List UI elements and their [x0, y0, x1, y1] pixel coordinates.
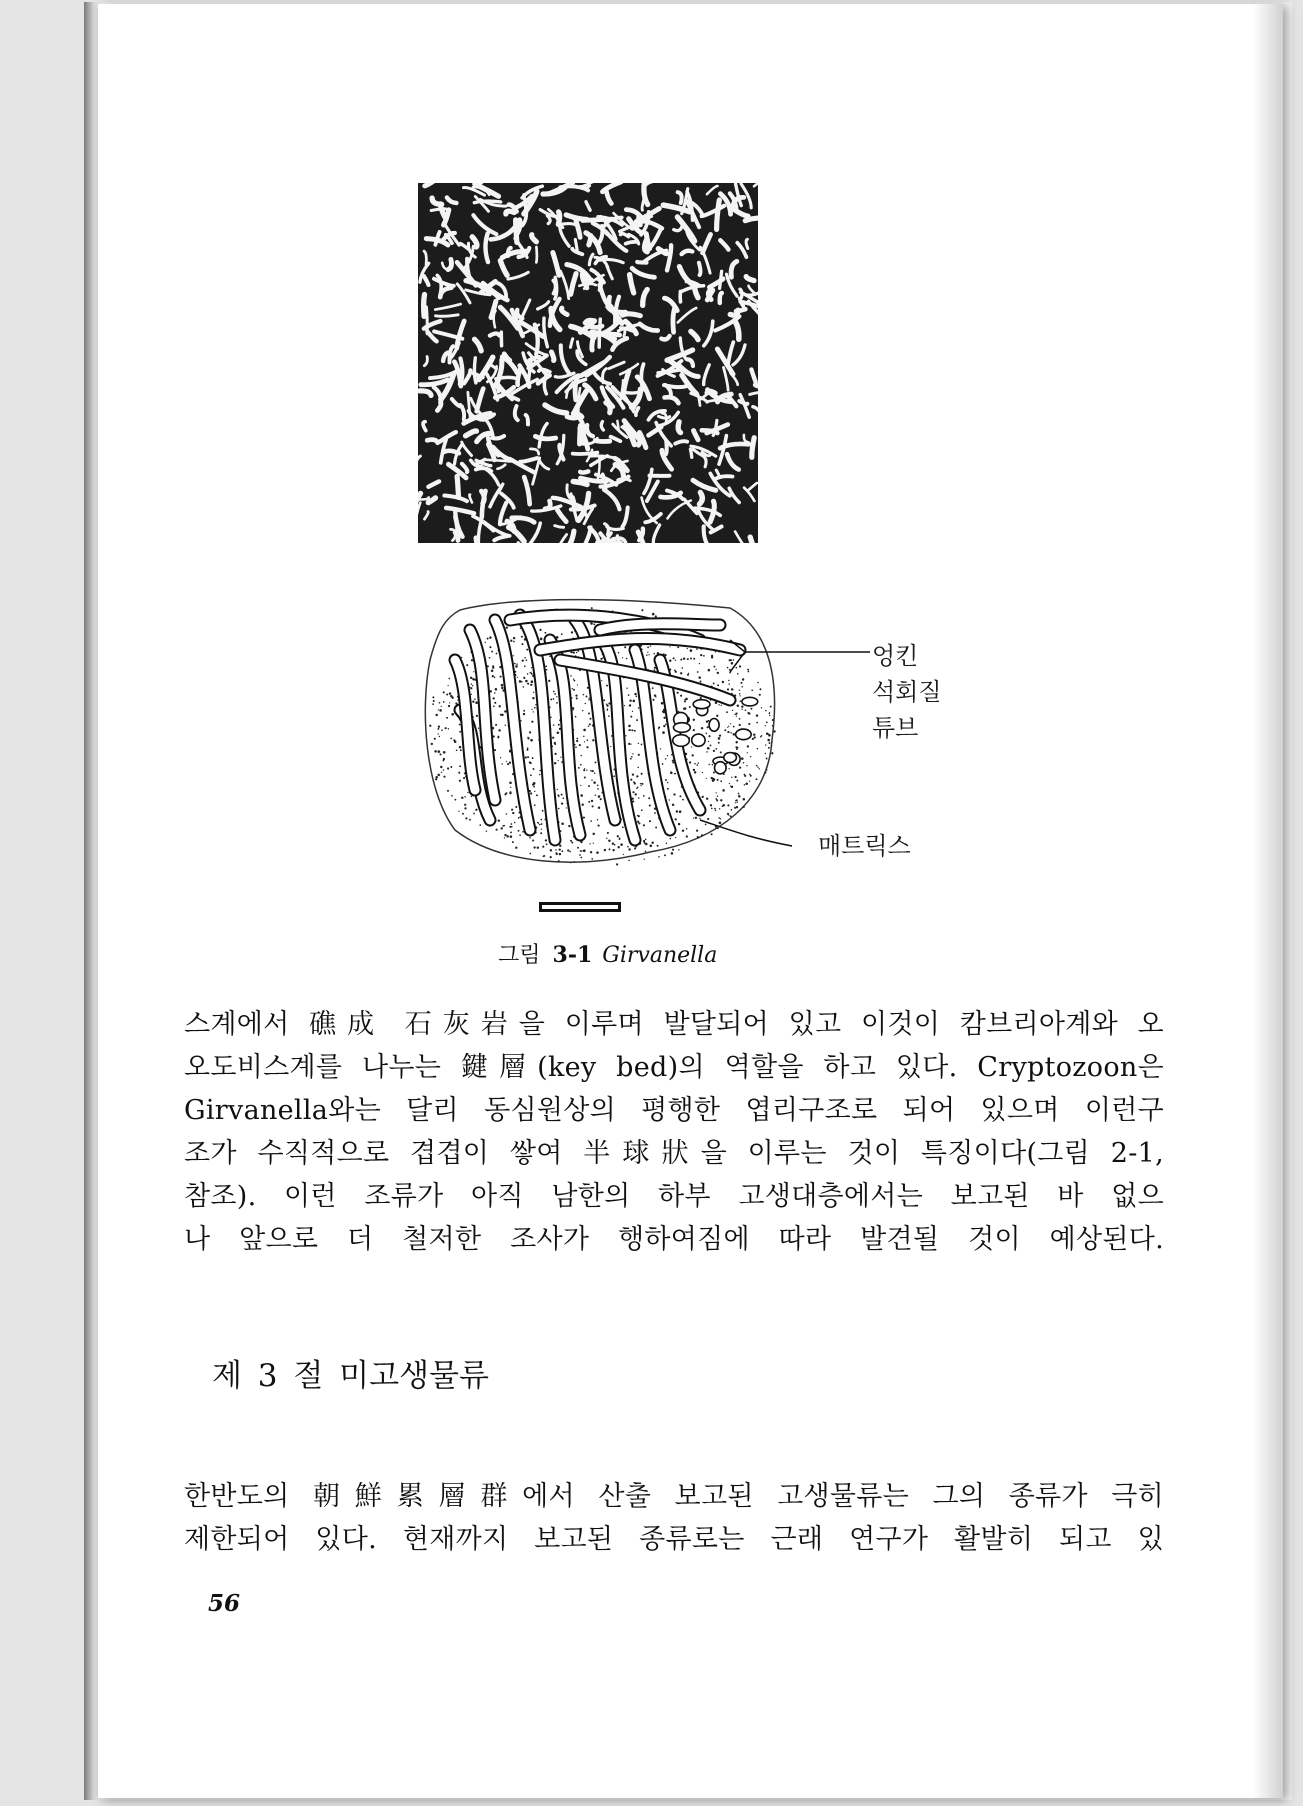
paragraph-line: 나 앞으로 더 철저한 조사가 행하여짐에 따라 발견될 것이 예상된다. [184, 1224, 1164, 1255]
paragraph-line: 조가 수직적으로 겹겹이 쌓여 半球狀을 이루는 것이 특징이다(그림 2-1, [184, 1138, 1164, 1169]
caption-number: 3-1 [552, 942, 593, 968]
paragraph-line: 한반도의 朝鮮累層群에서 산출 보고된 고생물류는 그의 종류가 극히 [184, 1481, 1164, 1512]
page-edge-shade [1253, 4, 1283, 1798]
figure-drawing [400, 590, 870, 890]
section-heading: 제 3 절 미고생물류 [212, 1358, 489, 1394]
paragraph-line: 제한되어 있다. 현재까지 보고된 종류로는 근래 연구가 활발히 되고 있 [184, 1524, 1164, 1555]
paragraph-line: Girvanella와는 달리 동심원상의 평행한 엽리구조로 되어 있으며 이런구 [184, 1095, 1164, 1126]
page-number: 56 [208, 1590, 241, 1617]
caption-prefix: 그림 [498, 943, 541, 968]
paragraph-line: 오도비스계를 나누는 鍵層(key bed)의 역할을 하고 있다. Cryptozoon은 [184, 1052, 1164, 1083]
body-paragraph-1 [184, 1003, 1164, 1261]
body-paragraph-2 [184, 1475, 1164, 1561]
paragraph-line: 참조). 이런 조류가 아직 남한의 하부 고생대층에서는 보고된 바 없으 [184, 1181, 1164, 1212]
label-tangled: 엉킨 [872, 642, 919, 670]
paragraph-line: 스계에서 礁成 石灰岩을 이루며 발달되어 있고 이것이 캄브리아계와 오 [184, 1009, 1164, 1040]
caption-genus: Girvanella [602, 943, 718, 968]
label-calcareous: 석회질 [872, 678, 942, 706]
scale-bar [539, 902, 621, 912]
figure-micrograph [418, 183, 758, 543]
label-tube: 튜브 [872, 714, 919, 742]
figure-caption [498, 938, 717, 969]
label-matrix: 매트릭스 [818, 832, 911, 860]
